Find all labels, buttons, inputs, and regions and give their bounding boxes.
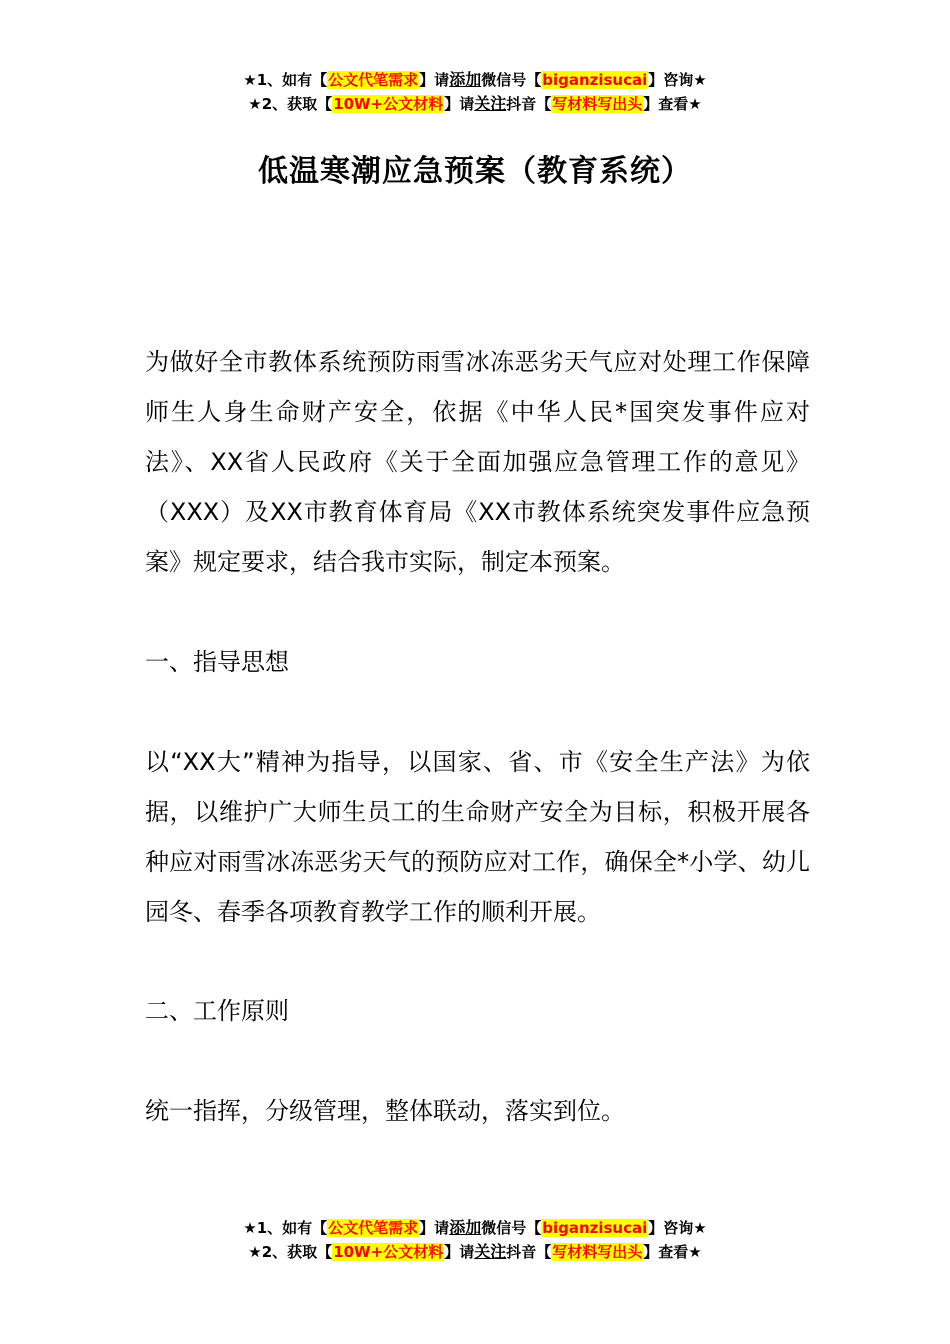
document-title: 低温寒潮应急预案（教育系统） <box>258 154 692 189</box>
promo-line-2 <box>0 1240 950 1264</box>
promo-highlight: 公文代笔需求 <box>328 71 419 89</box>
promo-line-1 <box>0 1216 950 1240</box>
promo-text: 】请 <box>419 1219 450 1237</box>
promo-text: 微信号【 <box>481 1219 542 1237</box>
work-principles-paragraph: 统一指挥，分级管理，整体联动，落实到位。 <box>145 1097 625 1125</box>
promo-header <box>0 68 950 116</box>
promo-highlight: 10W+公文材料 <box>333 1243 444 1261</box>
promo-wechat-id: biganzisucai <box>542 71 648 89</box>
promo-douyin-name: 写材料写出头 <box>552 95 643 113</box>
promo-emphasis: 关注 <box>474 94 507 113</box>
promo-line-2 <box>0 92 950 116</box>
promo-text: 】咨询★ <box>648 1219 707 1237</box>
promo-text: 微信号【 <box>481 71 542 89</box>
promo-douyin-name: 写材料写出头 <box>552 1243 643 1261</box>
promo-text: 】咨询★ <box>648 71 707 89</box>
promo-wechat-id: biganzisucai <box>542 1219 648 1237</box>
promo-text: 】请 <box>444 1243 475 1261</box>
promo-emphasis: 关注 <box>474 1242 507 1261</box>
promo-text: 】请 <box>419 71 450 89</box>
promo-footer <box>0 1216 950 1264</box>
promo-text: 抖音【 <box>506 1243 552 1261</box>
section-heading-guiding-ideology: 一、指导思想 <box>145 648 289 676</box>
promo-emphasis: 添加 <box>449 70 482 89</box>
section-heading-work-principles: 二、工作原则 <box>145 997 289 1025</box>
promo-text: ★2、获取【 <box>248 1243 333 1261</box>
guiding-ideology-paragraph: 以“XX大”精神为指导，以国家、省、市《安全生产法》为依据，以维护广大师生员工的生命财产安全为目标，积极开展各种应对雨雪冰冻恶劣天气的预防应对工作，确保全*小学、幼儿园冬、春季各项教育教学工作的顺利开展。 <box>145 748 810 926</box>
promo-text: ★1、如有【 <box>243 71 328 89</box>
promo-text: 抖音【 <box>506 95 552 113</box>
promo-text: 】查看★ <box>643 1243 702 1261</box>
promo-emphasis: 添加 <box>449 1218 482 1237</box>
promo-text: 】请 <box>444 95 475 113</box>
promo-text: ★2、获取【 <box>248 95 333 113</box>
promo-highlight: 公文代笔需求 <box>328 1219 419 1237</box>
promo-highlight: 10W+公文材料 <box>333 95 444 113</box>
promo-text: 】查看★ <box>643 95 702 113</box>
promo-text: ★1、如有【 <box>243 1219 328 1237</box>
promo-line-1 <box>0 68 950 92</box>
intro-paragraph: 为做好全市教体系统预防雨雪冰冻恶劣天气应对处理工作保障师生人身生命财产安全，依据《中华人民*国突发事件应对法》、XX省人民政府《关于全面加强应急管理工作的意见》（XXX）及XX市教育体育局《XX市教体系统突发事件应急预案》规定要求，结合我市实际，制定本预案。 <box>145 348 810 576</box>
